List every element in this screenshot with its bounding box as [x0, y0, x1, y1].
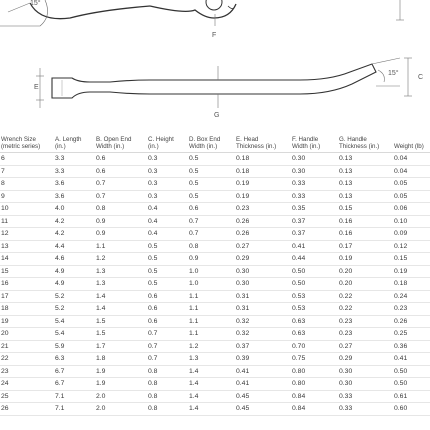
table-cell: 0.7 [147, 340, 188, 353]
table-cell: 25 [0, 390, 54, 403]
table-cell: 0.33 [291, 178, 338, 191]
table-cell: 0.27 [338, 340, 393, 353]
table-cell: 0.9 [188, 253, 235, 266]
table-cell: 1.4 [188, 390, 235, 403]
table-cell: 0.13 [338, 165, 393, 178]
table-cell: 19 [0, 315, 54, 328]
table-cell: 1.1 [188, 290, 235, 303]
column-header [147, 136, 188, 153]
table-row [0, 353, 430, 366]
side-angle-label: 15° [388, 70, 399, 77]
table-cell: 16 [0, 278, 54, 291]
table-cell: 1.5 [95, 328, 147, 341]
spec-table-body [0, 153, 430, 416]
table-cell: 26 [0, 403, 54, 416]
table-cell: 0.41 [393, 353, 430, 366]
table-cell: 0.37 [291, 228, 338, 241]
column-header-line: Wrench Size [1, 136, 36, 143]
table-cell: 7.1 [54, 390, 95, 403]
table-cell: 0.15 [393, 253, 430, 266]
table-cell: 0.32 [235, 315, 291, 328]
table-cell: 3.3 [54, 165, 95, 178]
table-cell: 0.60 [393, 403, 430, 416]
wrench-side-view [36, 58, 412, 108]
table-row [0, 303, 430, 316]
table-row [0, 190, 430, 203]
table-cell: 0.33 [338, 403, 393, 416]
table-cell: 0.44 [291, 253, 338, 266]
table-row [0, 403, 430, 416]
table-cell: 0.26 [393, 315, 430, 328]
table-cell: 0.8 [147, 378, 188, 391]
table-cell: 0.29 [235, 253, 291, 266]
column-header [95, 136, 147, 153]
table-cell: 0.37 [291, 215, 338, 228]
table-cell: 2.0 [95, 390, 147, 403]
table-cell: 1.0 [188, 278, 235, 291]
table-cell: 0.6 [95, 165, 147, 178]
table-cell: 1.0 [188, 265, 235, 278]
table-cell: 0.23 [338, 315, 393, 328]
table-cell: 0.20 [338, 265, 393, 278]
table-cell: 0.53 [291, 303, 338, 316]
table-cell: 15 [0, 265, 54, 278]
table-cell: 1.4 [188, 378, 235, 391]
dimension-e-label: E [34, 84, 39, 91]
table-cell: 0.30 [338, 365, 393, 378]
table-cell: 2.0 [95, 403, 147, 416]
table-cell: 0.5 [188, 153, 235, 166]
table-cell: 0.8 [147, 403, 188, 416]
table-cell: 0.09 [393, 228, 430, 241]
table-row [0, 315, 430, 328]
table-cell: 4.9 [54, 265, 95, 278]
table-cell: 0.18 [393, 278, 430, 291]
table-cell: 0.35 [291, 203, 338, 216]
table-cell: 0.39 [235, 353, 291, 366]
table-cell: 0.13 [338, 153, 393, 166]
table-cell: 0.19 [235, 190, 291, 203]
table-cell: 14 [0, 253, 54, 266]
table-cell: 0.30 [291, 165, 338, 178]
column-header-line: B. Open End [96, 136, 132, 143]
table-row [0, 215, 430, 228]
table-cell: 0.13 [338, 178, 393, 191]
wrench-top-view [0, 0, 404, 26]
table-cell: 0.18 [235, 153, 291, 166]
table-cell: 0.30 [291, 153, 338, 166]
table-cell: 3.6 [54, 178, 95, 191]
table-cell: 0.33 [338, 390, 393, 403]
table-cell: 0.29 [338, 353, 393, 366]
table-cell: 0.50 [393, 365, 430, 378]
table-cell: 6.7 [54, 378, 95, 391]
table-cell: 9 [0, 190, 54, 203]
column-header-line: Thickness (in.) [236, 143, 277, 150]
table-cell: 5.9 [54, 340, 95, 353]
table-cell: 0.63 [291, 315, 338, 328]
table-cell: 3.6 [54, 190, 95, 203]
wrench-spec-table [0, 136, 430, 416]
table-cell: 0.80 [291, 365, 338, 378]
table-cell: 0.30 [235, 265, 291, 278]
table-cell: 3.3 [54, 153, 95, 166]
table-cell: 0.30 [338, 378, 393, 391]
table-cell: 0.3 [147, 153, 188, 166]
top-angle-label: 15° [30, 0, 41, 7]
table-row [0, 290, 430, 303]
table-cell: 0.12 [393, 240, 430, 253]
table-cell: 1.4 [95, 303, 147, 316]
table-cell: 0.6 [147, 303, 188, 316]
table-cell: 5.2 [54, 290, 95, 303]
table-cell: 1.4 [95, 290, 147, 303]
table-cell: 0.36 [393, 340, 430, 353]
table-cell: 0.30 [235, 278, 291, 291]
table-cell: 0.45 [235, 403, 291, 416]
table-cell: 0.5 [188, 190, 235, 203]
table-cell: 0.37 [235, 340, 291, 353]
table-cell: 0.06 [393, 203, 430, 216]
table-row [0, 328, 430, 341]
table-cell: 0.19 [338, 253, 393, 266]
table-cell: 0.84 [291, 390, 338, 403]
table-row [0, 278, 430, 291]
table-cell: 21 [0, 340, 54, 353]
table-cell: 0.3 [147, 178, 188, 191]
table-row [0, 378, 430, 391]
table-row [0, 265, 430, 278]
table-cell: 1.9 [95, 365, 147, 378]
table-cell: 0.41 [291, 240, 338, 253]
table-cell: 13 [0, 240, 54, 253]
table-cell: 0.5 [188, 178, 235, 191]
table-cell: 0.31 [235, 290, 291, 303]
column-header [0, 136, 54, 153]
column-header-line: E. Head [236, 136, 259, 143]
table-cell: 0.26 [235, 228, 291, 241]
table-cell: 0.04 [393, 153, 430, 166]
table-cell: 0.5 [147, 240, 188, 253]
table-cell: 0.20 [338, 278, 393, 291]
table-cell: 0.8 [147, 390, 188, 403]
table-cell: 6 [0, 153, 54, 166]
table-cell: 11 [0, 215, 54, 228]
table-cell: 0.33 [291, 190, 338, 203]
table-row [0, 340, 430, 353]
table-cell: 17 [0, 290, 54, 303]
column-header-line: Width (in.) [292, 143, 321, 150]
table-cell: 0.4 [147, 228, 188, 241]
table-cell: 0.80 [291, 378, 338, 391]
table-cell: 0.6 [95, 153, 147, 166]
table-cell: 5.4 [54, 328, 95, 341]
table-cell: 0.8 [147, 365, 188, 378]
dimension-c-label: C [418, 74, 424, 81]
table-cell: 0.9 [95, 215, 147, 228]
table-row [0, 178, 430, 191]
column-header-line: (metric series) [1, 143, 41, 150]
table-cell: 0.50 [393, 378, 430, 391]
table-cell: 0.05 [393, 178, 430, 191]
table-cell: 8 [0, 178, 54, 191]
table-cell: 4.4 [54, 240, 95, 253]
table-cell: 0.05 [393, 190, 430, 203]
table-cell: 0.50 [291, 265, 338, 278]
table-row [0, 228, 430, 241]
table-cell: 7 [0, 165, 54, 178]
table-cell: 0.27 [235, 240, 291, 253]
table-cell: 0.23 [235, 203, 291, 216]
table-cell: 1.3 [188, 353, 235, 366]
table-cell: 0.4 [147, 203, 188, 216]
column-header [54, 136, 95, 153]
table-cell: 0.19 [235, 178, 291, 191]
table-cell: 24 [0, 378, 54, 391]
column-header-line: F. Handle [292, 136, 319, 143]
table-cell: 0.8 [188, 240, 235, 253]
table-cell: 0.23 [338, 328, 393, 341]
table-cell: 20 [0, 328, 54, 341]
table-row [0, 203, 430, 216]
table-cell: 0.13 [338, 190, 393, 203]
table-cell: 0.5 [147, 265, 188, 278]
table-cell: 0.70 [291, 340, 338, 353]
table-cell: 0.7 [147, 328, 188, 341]
table-cell: 0.25 [393, 328, 430, 341]
table-cell: 1.3 [95, 278, 147, 291]
table-cell: 0.31 [235, 303, 291, 316]
table-cell: 1.9 [95, 378, 147, 391]
column-header [291, 136, 338, 153]
table-row [0, 365, 430, 378]
table-cell: 6.3 [54, 353, 95, 366]
column-header [338, 136, 393, 153]
dimension-f-label: F [212, 32, 217, 39]
table-cell: 0.19 [393, 265, 430, 278]
table-cell: 0.7 [95, 178, 147, 191]
table-cell: 7.1 [54, 403, 95, 416]
spec-table-header [0, 136, 430, 153]
table-cell: 0.16 [338, 228, 393, 241]
table-cell: 0.41 [235, 365, 291, 378]
table-cell: 4.2 [54, 215, 95, 228]
table-row [0, 253, 430, 266]
table-cell: 0.8 [95, 203, 147, 216]
table-cell: 0.5 [147, 253, 188, 266]
table-cell: 0.17 [338, 240, 393, 253]
table-cell: 0.6 [147, 315, 188, 328]
table-cell: 18 [0, 303, 54, 316]
table-cell: 0.6 [188, 203, 235, 216]
table-cell: 4.2 [54, 228, 95, 241]
table-cell: 0.63 [291, 328, 338, 341]
wrench-dimension-diagram [0, 0, 430, 132]
dimension-g-label: G [214, 112, 220, 119]
column-header-line: C. Height [148, 136, 174, 143]
table-cell: 10 [0, 203, 54, 216]
table-cell: 0.7 [147, 353, 188, 366]
table-row [0, 165, 430, 178]
table-cell: 1.3 [95, 265, 147, 278]
table-cell: 12 [0, 228, 54, 241]
column-header [393, 136, 430, 153]
table-cell: 0.22 [338, 303, 393, 316]
table-cell: 0.5 [147, 278, 188, 291]
table-cell: 1.8 [95, 353, 147, 366]
table-cell: 0.24 [393, 290, 430, 303]
table-cell: 0.23 [393, 303, 430, 316]
column-header-line: D. Box End [189, 136, 221, 143]
table-cell: 5.2 [54, 303, 95, 316]
table-cell: 0.6 [147, 290, 188, 303]
column-header-line: G. Handle [339, 136, 367, 143]
table-row [0, 240, 430, 253]
table-cell: 0.84 [291, 403, 338, 416]
column-header-line: Thickness (in.) [339, 143, 380, 150]
table-cell: 0.61 [393, 390, 430, 403]
table-cell: 0.7 [188, 228, 235, 241]
table-cell: 0.7 [188, 215, 235, 228]
table-cell: 0.75 [291, 353, 338, 366]
table-cell: 1.4 [188, 403, 235, 416]
table-cell: 0.7 [95, 190, 147, 203]
table-row [0, 390, 430, 403]
table-cell: 22 [0, 353, 54, 366]
table-cell: 23 [0, 365, 54, 378]
table-cell: 0.22 [338, 290, 393, 303]
table-cell: 0.45 [235, 390, 291, 403]
table-cell: 5.4 [54, 315, 95, 328]
table-cell: 1.7 [95, 340, 147, 353]
table-cell: 1.1 [188, 315, 235, 328]
table-cell: 4.9 [54, 278, 95, 291]
table-cell: 0.4 [147, 215, 188, 228]
column-header-line: A. Length [55, 136, 82, 143]
table-cell: 0.16 [338, 215, 393, 228]
table-cell: 0.10 [393, 215, 430, 228]
table-cell: 1.5 [95, 315, 147, 328]
table-cell: 4.0 [54, 203, 95, 216]
table-cell: 1.1 [188, 328, 235, 341]
table-cell: 1.2 [188, 340, 235, 353]
table-cell: 0.32 [235, 328, 291, 341]
table-cell: 0.50 [291, 278, 338, 291]
header-row [0, 136, 430, 153]
column-header [188, 136, 235, 153]
table-row [0, 153, 430, 166]
column-header-line: Width (in.) [96, 143, 125, 150]
table-cell: 0.15 [338, 203, 393, 216]
table-cell: 0.9 [95, 228, 147, 241]
column-header-line: (in.) [55, 143, 66, 150]
table-cell: 0.04 [393, 165, 430, 178]
column-header-line: Width (in.) [189, 143, 218, 150]
column-header [235, 136, 291, 153]
column-header-line: Weight (lb) [394, 143, 424, 150]
table-cell: 0.3 [147, 190, 188, 203]
table-cell: 4.6 [54, 253, 95, 266]
column-header-line: (in.) [148, 143, 159, 150]
table-cell: 1.2 [95, 253, 147, 266]
table-cell: 0.3 [147, 165, 188, 178]
table-cell: 6.7 [54, 365, 95, 378]
table-cell: 0.18 [235, 165, 291, 178]
table-cell: 0.41 [235, 378, 291, 391]
table-cell: 0.53 [291, 290, 338, 303]
table-cell: 0.26 [235, 215, 291, 228]
table-cell: 0.5 [188, 165, 235, 178]
table-cell: 1.1 [95, 240, 147, 253]
table-cell: 1.1 [188, 303, 235, 316]
table-cell: 1.4 [188, 365, 235, 378]
